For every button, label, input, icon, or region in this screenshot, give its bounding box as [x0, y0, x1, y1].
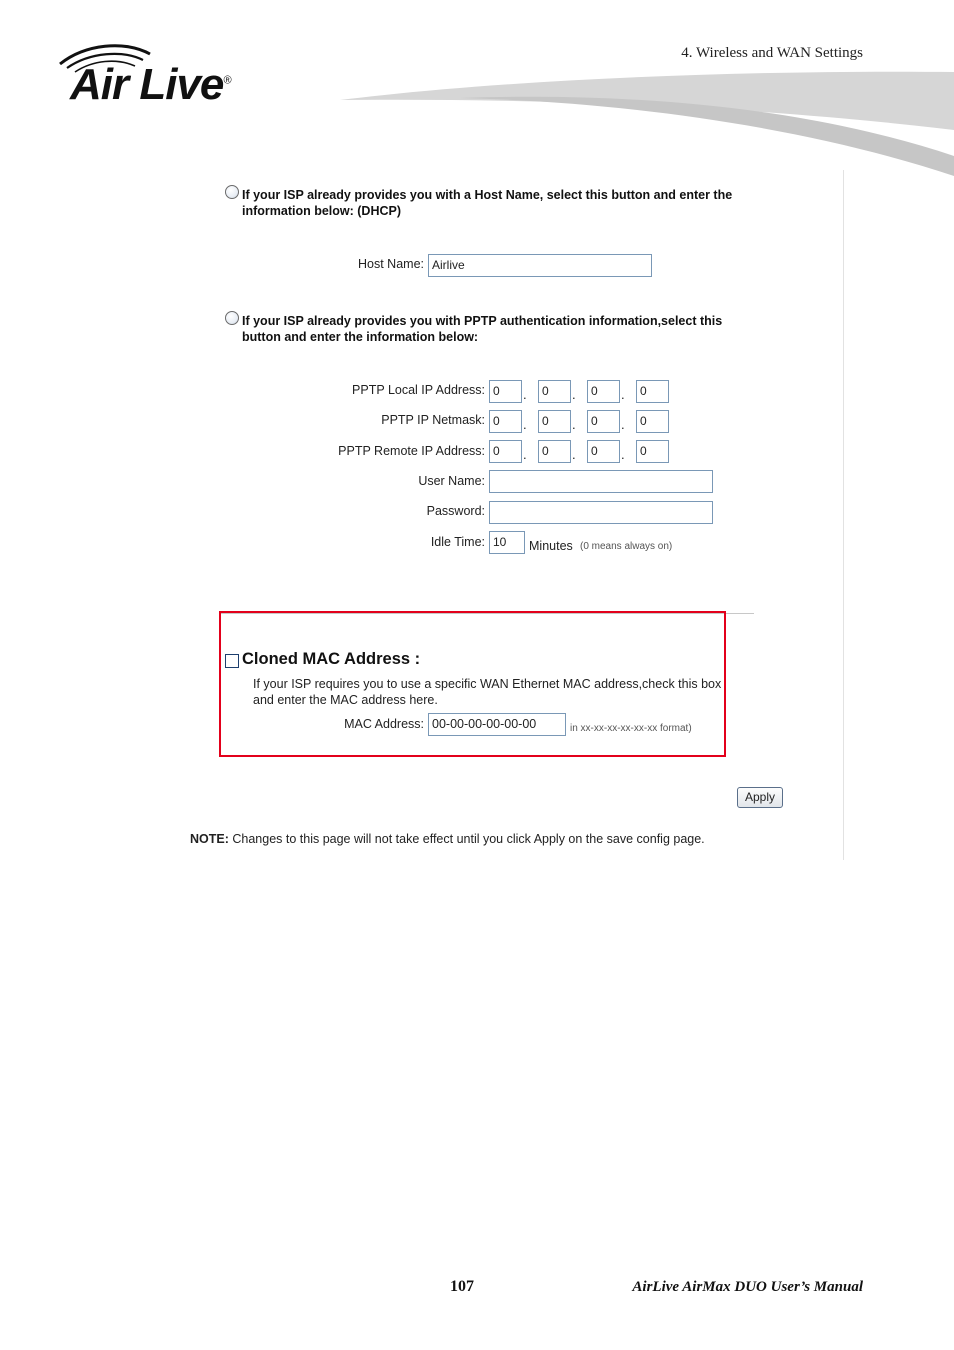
ip-dot: . — [572, 417, 576, 432]
password-label: Password: — [426, 504, 485, 518]
host-name-label: Host Name: — [358, 257, 424, 271]
save-note — [190, 831, 810, 847]
content-divider — [843, 170, 844, 860]
pptp-netmask-octet-1[interactable]: 0 — [489, 410, 522, 433]
minutes-label: Minutes — [529, 539, 573, 553]
manual-title: AirLive AirMax DUO User’s Manual — [632, 1279, 863, 1295]
apply-button[interactable]: Apply — [737, 787, 783, 808]
note-prefix: NOTE: — [190, 832, 229, 846]
ip-dot: . — [523, 417, 527, 432]
page-number: 107 — [450, 1278, 474, 1295]
mac-address-input[interactable]: 00-00-00-00-00-00 — [428, 713, 566, 736]
pptp-local-ip-octet-2[interactable]: 0 — [538, 380, 571, 403]
pptp-local-ip-octet-3[interactable]: 0 — [587, 380, 620, 403]
pptp-local-ip-octet-4[interactable]: 0 — [636, 380, 669, 403]
user-name-label: User Name: — [418, 474, 485, 488]
dhcp-radio[interactable] — [225, 185, 239, 199]
minutes-note: (0 means always on) — [580, 541, 673, 552]
pptp-radio[interactable] — [225, 311, 239, 325]
cloned-mac-title: Cloned MAC Address : — [242, 650, 421, 668]
pptp-netmask-octet-2[interactable]: 0 — [538, 410, 571, 433]
ip-dot: . — [621, 447, 625, 462]
user-name-input[interactable] — [489, 470, 713, 493]
pptp-netmask-octet-3[interactable]: 0 — [587, 410, 620, 433]
note-text: Changes to this page will not take effect until you click Apply on the save config page. — [228, 832, 705, 846]
host-name-input[interactable]: Airlive — [428, 254, 652, 277]
password-input[interactable] — [489, 501, 713, 524]
cloned-mac-description: If your ISP requires you to use a specific WAN Ethernet MAC address,check this box and enter the MAC address here. — [253, 677, 722, 707]
ip-dot: . — [523, 447, 527, 462]
pptp-netmask-label: PPTP IP Netmask: — [381, 413, 485, 427]
dhcp-description: If your ISP already provides you with a Host Name, select this button and enter the information below: (DHCP) — [242, 188, 733, 218]
mac-format-note: in xx-xx-xx-xx-xx-xx format) — [570, 723, 692, 734]
pptp-remote-ip-octet-2[interactable]: 0 — [538, 440, 571, 463]
pptp-local-ip-octet-1[interactable]: 0 — [489, 380, 522, 403]
pptp-local-ip-label: PPTP Local IP Address: — [352, 383, 485, 397]
brand-wordmark: Air Live® — [70, 60, 231, 109]
pptp-remote-ip-label: PPTP Remote IP Address: — [338, 444, 485, 458]
ip-dot: . — [523, 387, 527, 402]
ip-dot: . — [621, 417, 625, 432]
pptp-remote-ip-octet-4[interactable]: 0 — [636, 440, 669, 463]
pptp-description: If your ISP already provides you with PPTP authentication information,select this button and enter the information below: — [242, 314, 723, 344]
pptp-remote-ip-octet-1[interactable]: 0 — [489, 440, 522, 463]
ip-dot: . — [572, 447, 576, 462]
cloned-mac-checkbox[interactable] — [225, 654, 239, 668]
pptp-remote-ip-octet-3[interactable]: 0 — [587, 440, 620, 463]
chapter-title: 4. Wireless and WAN Settings — [681, 45, 863, 61]
ip-dot: . — [572, 387, 576, 402]
header-swoosh — [340, 68, 954, 180]
ip-dot: . — [621, 387, 625, 402]
idle-time-input[interactable]: 10 — [489, 531, 525, 554]
pptp-netmask-octet-4[interactable]: 0 — [636, 410, 669, 433]
idle-time-label: Idle Time: — [430, 535, 485, 549]
mac-address-label: MAC Address: — [344, 717, 424, 731]
